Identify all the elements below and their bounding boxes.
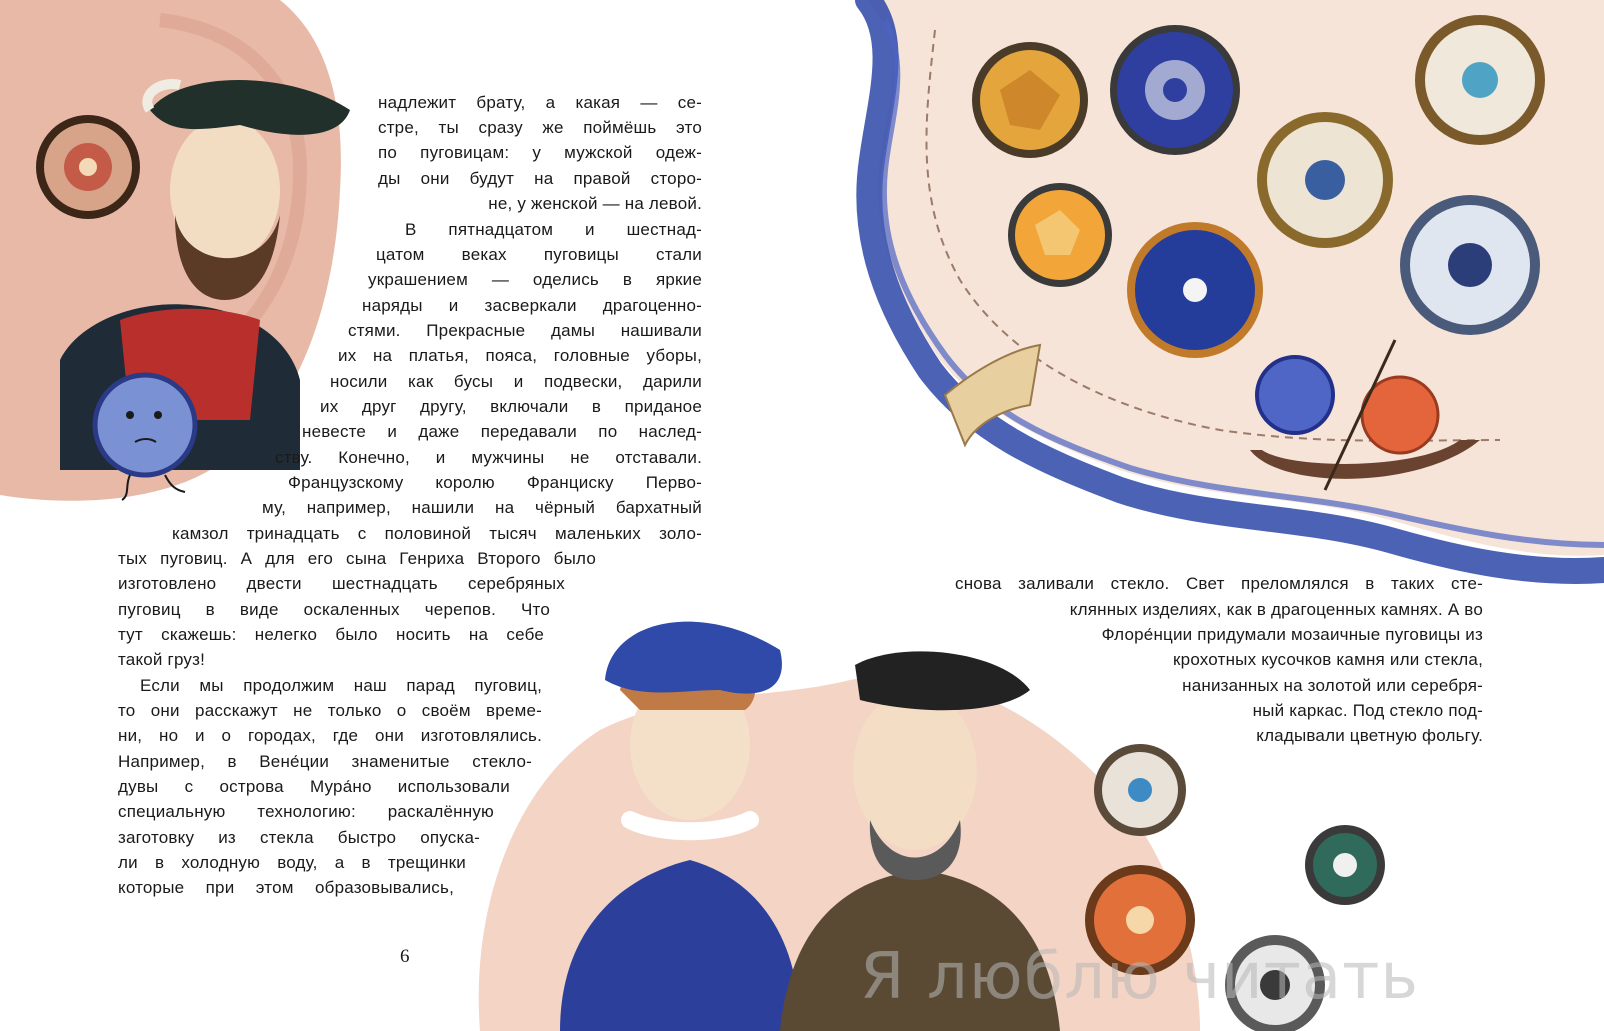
left-text-line: Французскому королю Франциску Перво- bbox=[288, 473, 702, 492]
ornate-button-gold-lace bbox=[1257, 112, 1393, 248]
left-text-line: то они расскажут не только о своём време- bbox=[118, 701, 542, 720]
ornate-button-gold-star bbox=[1415, 15, 1545, 145]
left-text-line: их на платья, пояса, головные уборы, bbox=[338, 346, 702, 365]
left-text-line: невесте и даже передавали по наслед- bbox=[302, 422, 702, 441]
mosaic-button-blue-stars bbox=[1127, 222, 1263, 358]
left-text-line: ды они будут на правой сторо- bbox=[378, 169, 702, 188]
left-text-line: ству. Конечно, и мужчины не отставали. bbox=[275, 448, 702, 467]
left-text-line: цатом веках пуговицы стали bbox=[376, 245, 702, 264]
right-text-line: нанизанных на золотой или серебря- bbox=[1182, 676, 1483, 695]
right-text-line: крохотных кусочков камня или стекла, bbox=[1173, 650, 1483, 669]
page-number: 6 bbox=[400, 946, 410, 967]
left-text-line: пуговиц в виде оскаленных черепов. Что bbox=[118, 600, 550, 619]
right-text-line: ный каркас. Под стекло под- bbox=[1252, 701, 1483, 720]
left-text-line: тут скажешь: нелегко было носить на себе bbox=[118, 625, 544, 644]
left-text-line: дувы с острова Мура́но использовали bbox=[118, 777, 510, 796]
left-text-line: Например, в Вене́ции знаменитые стекло- bbox=[118, 752, 532, 771]
mosaic-button-orange bbox=[1008, 183, 1112, 287]
left-text-line: наряды и засверкали драгоценно- bbox=[362, 296, 702, 315]
right-text-line: кладывали цветную фольгу. bbox=[1256, 726, 1483, 745]
left-text-line: которые при этом образовывались, bbox=[118, 878, 454, 897]
left-text-line: му, например, нашили на чёрный бархатный bbox=[262, 498, 702, 517]
left-text-line: Если мы продолжим наш парад пуговиц, bbox=[140, 676, 542, 695]
left-text-line: камзол тринадцать с половиной тысяч маленьких золо- bbox=[172, 524, 702, 543]
left-text-line: В пятнадцатом и шестнад- bbox=[405, 220, 702, 239]
left-text-line: их друг другу, включали в приданое bbox=[320, 397, 702, 416]
left-text-line: стями. Прекрасные дамы нашивали bbox=[348, 321, 702, 340]
bottom-button-green-white bbox=[1305, 825, 1385, 905]
left-text-line: надлежит брату, а какая — се- bbox=[378, 93, 702, 112]
right-text-line: Флоре́нции придумали мозаичные пуговицы из bbox=[1101, 625, 1483, 644]
left-text-line: не, у женской — на левой. bbox=[488, 194, 702, 213]
left-text-line: ли в холодную воду, а в трещинки bbox=[118, 853, 466, 872]
left-text-line: такой груз! bbox=[118, 650, 206, 669]
left-text-line: заготовку из стекла быстро опуска- bbox=[118, 828, 480, 847]
left-ornament-medallion bbox=[36, 115, 140, 219]
mosaic-button-gold bbox=[972, 42, 1088, 158]
left-text-line: специальную технологию: раскалённую bbox=[118, 802, 494, 821]
right-text-line: снова заливали стекло. Свет преломлялся в таких сте- bbox=[955, 574, 1483, 593]
left-text-line: по пуговицам: у мужской одеж- bbox=[378, 143, 702, 162]
left-text-line: ни, но и о городах, где они изготовлялись. bbox=[118, 726, 542, 745]
left-text-line: тых пуговиц. А для его сына Генриха Второго было bbox=[118, 549, 596, 568]
left-text-line: стре, ты сразу же поймёшь это bbox=[378, 118, 702, 137]
right-text-line: клянных изделиях, как в драгоценных камнях. А во bbox=[1069, 600, 1483, 619]
watermark-text: Я люблю читать bbox=[860, 940, 1420, 1014]
bottom-button-red-blue bbox=[1094, 744, 1186, 836]
left-text-line: изготовлено двести шестнадцать серебряных bbox=[118, 574, 565, 593]
left-text-line: носили как бусы и подвески, дарили bbox=[330, 372, 702, 391]
left-text-line: украшением — оделись в яркие bbox=[368, 270, 702, 289]
ornate-button-grey-blue bbox=[1400, 195, 1540, 335]
mosaic-button-blue-floral bbox=[1110, 25, 1240, 155]
